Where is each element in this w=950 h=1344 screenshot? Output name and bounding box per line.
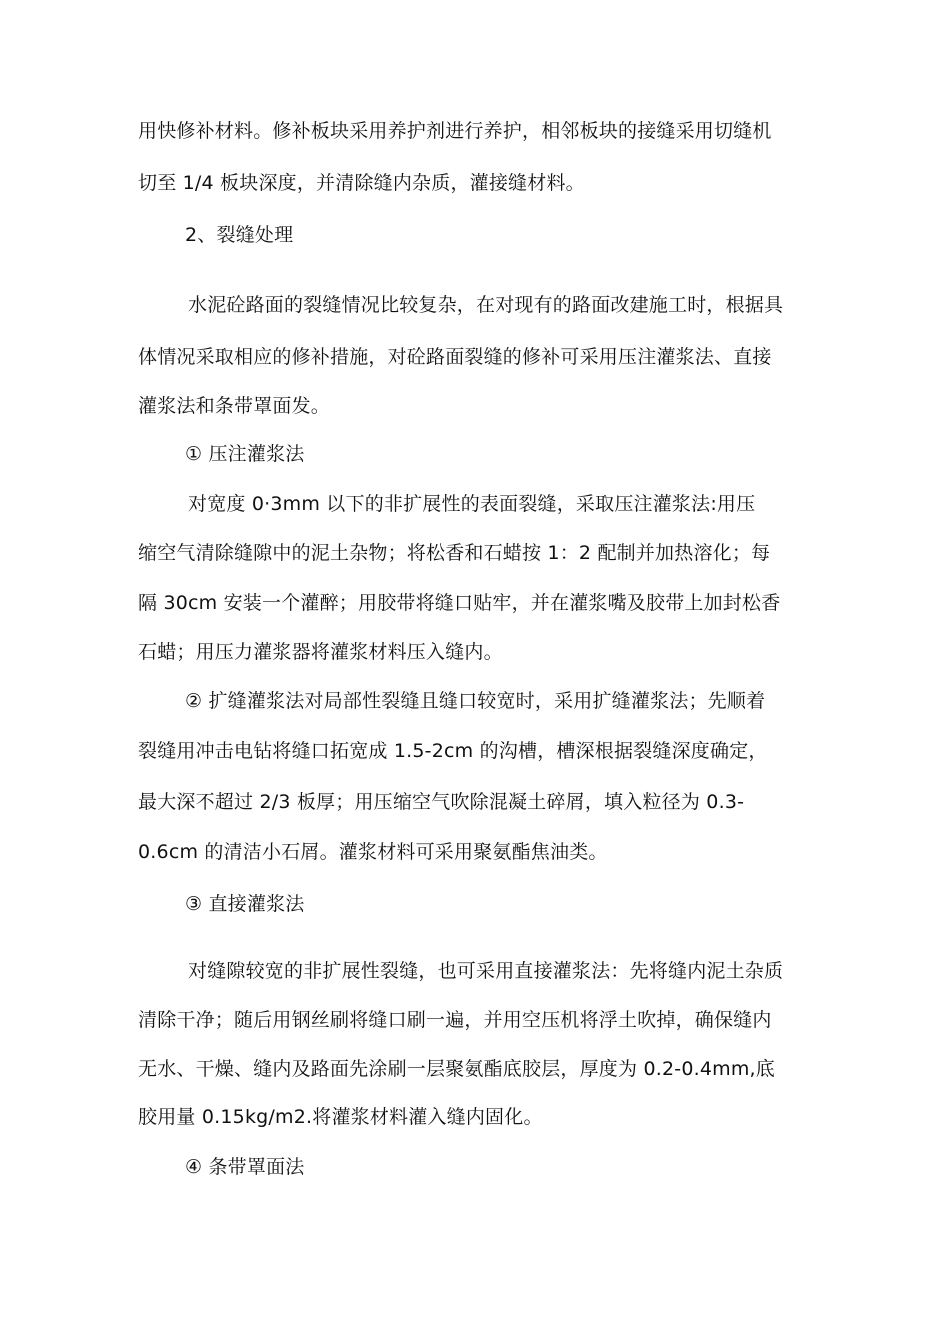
section-heading: 2、裂缝处理 bbox=[185, 224, 294, 246]
paragraph-line: 用快修补材料。修补板块采用养护剂进行养护，相邻板块的接缝采用切缝机 bbox=[138, 120, 772, 142]
paragraph-line: ② 扩缝灌浆法对局部性裂缝且缝口较宽时，采用扩缝灌浆法；先顺着 bbox=[185, 690, 766, 712]
paragraph-line: 灌浆法和条带罩面发。 bbox=[138, 395, 331, 417]
paragraph-line: 最大深不超过 2/3 板厚；用压缩空气吹除混凝土碎屑，填入粒径为 0.3- bbox=[138, 791, 745, 813]
paragraph-line: 对宽度 0·3mm 以下的非扩展性的表面裂缝，采取压注灌浆法:用压 bbox=[188, 493, 756, 515]
paragraph-line: 石蜡；用压力灌浆器将灌浆材料压入缝内。 bbox=[138, 641, 503, 663]
subsection-heading: ① 压注灌浆法 bbox=[185, 443, 305, 465]
paragraph-line: 体情况采取相应的修补措施，对砼路面裂缝的修补可采用压注灌浆法、直接 bbox=[138, 346, 772, 368]
paragraph-line: 0.6cm 的清洁小石屑。灌浆材料可采用聚氨酯焦油类。 bbox=[138, 841, 608, 863]
subsection-heading: ④ 条带罩面法 bbox=[185, 1156, 305, 1178]
paragraph-line: 隔 30cm 安装一个灌醉；用胶带将缝口贴牢，并在灌浆嘴及胶带上加封松香 bbox=[138, 592, 781, 614]
paragraph-line: 清除干净；随后用钢丝刷将缝口刷一遍，并用空压机将浮土吹掉，确保缝内 bbox=[138, 1009, 772, 1031]
paragraph-line: 裂缝用冲击电钻将缝口拓宽成 1.5-2cm 的沟槽，槽深根据裂缝深度确定， bbox=[138, 740, 768, 762]
paragraph-line: 对缝隙较宽的非扩展性裂缝，也可采用直接灌浆法：先将缝内泥土杂质 bbox=[188, 960, 784, 982]
paragraph-line: 胶用量 0.15kg/m2.将灌浆材料灌入缝内固化。 bbox=[138, 1106, 543, 1128]
subsection-heading: ③ 直接灌浆法 bbox=[185, 893, 305, 915]
paragraph-line: 无水、干燥、缝内及路面先涂刷一层聚氨酯底胶层，厚度为 0.2-0.4mm,底 bbox=[138, 1058, 775, 1080]
paragraph-line: 水泥砼路面的裂缝情况比较复杂，在对现有的路面改建施工时，根据具 bbox=[188, 294, 784, 316]
paragraph-line: 切至 1/4 板块深度，并清除缝内杂质，灌接缝材料。 bbox=[138, 172, 585, 194]
paragraph-line: 缩空气清除缝隙中的泥土杂物；将松香和石蜡按 1：2 配制并加热溶化；每 bbox=[138, 542, 771, 564]
